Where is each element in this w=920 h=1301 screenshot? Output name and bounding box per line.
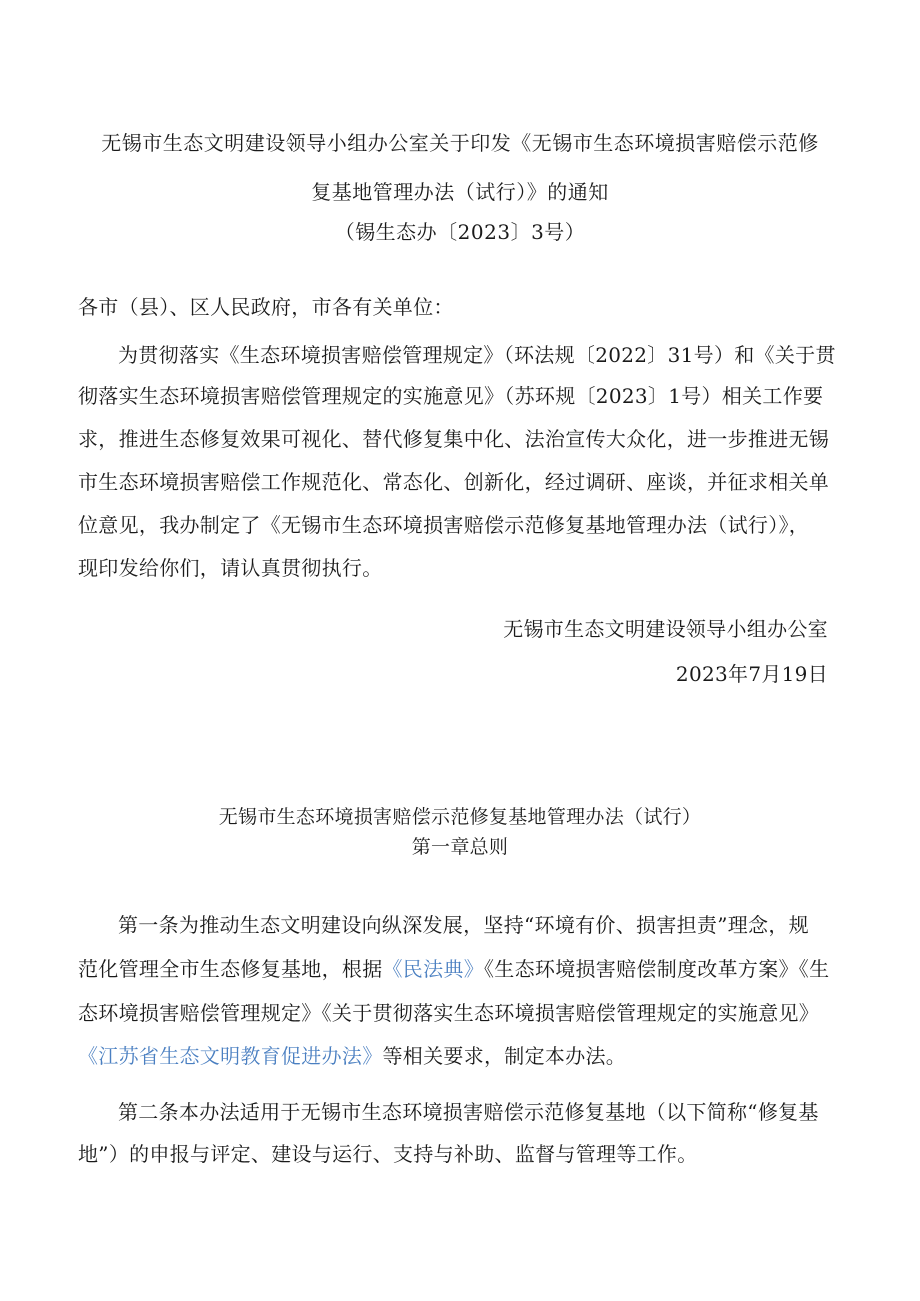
chapter-heading: 第一章总则 bbox=[411, 836, 509, 858]
article-1-text: 等相关要求，制定本办法。 bbox=[382, 1044, 627, 1068]
article-1-text: 范化管理全市生态修复基地，根据 bbox=[78, 957, 383, 981]
issuing-office-signature: 无锡市生态文明建设领导小组办公室 bbox=[503, 617, 828, 641]
jiangsu-eco-education-link[interactable]: 《江苏省生态文明教育促进办法》 bbox=[78, 1044, 383, 1068]
notice-title-line-2: 复基地管理办法（试行）》的通知 bbox=[311, 180, 609, 204]
notice-body-line: 市生态环境损害赔偿工作规范化、常态化、创新化，经过调研、座谈，并征求相关单 bbox=[78, 470, 830, 494]
notice-body-line: 彻落实生态环境损害赔偿管理规定的实施意见》（苏环规〔2023〕1号）相关工作要 bbox=[78, 384, 824, 408]
notice-title-line-1: 无锡市生态文明建设领导小组办公室关于印发《无锡市生态环境损害赔偿示范修 bbox=[101, 131, 819, 155]
salutation: 各市（县）、区人民政府，市各有关单位： bbox=[78, 295, 454, 319]
article-1-line: 第一条为推动生态文明建设向纵深发展，坚持“环境有价、损害担责”理念，规 bbox=[118, 913, 809, 937]
issue-date: 2023年7月19日 bbox=[675, 662, 828, 686]
notice-body-line: 现印发给你们，请认真贯彻执行。 bbox=[78, 556, 383, 580]
civil-code-link[interactable]: 《民法典》 bbox=[382, 957, 484, 981]
document-number: （锡生态办〔2023〕3号） bbox=[334, 220, 586, 244]
measures-title: 无锡市生态环境损害赔偿示范修复基地管理办法（试行） bbox=[218, 806, 702, 828]
notice-body-line: 求，推进生态修复效果可视化、替代修复集中化、法治宣传大众化，进一步推进无锡 bbox=[78, 427, 830, 451]
article-2-line: 第二条本办法适用于无锡市生态环境损害赔偿示范修复基地（以下简称“修复基 bbox=[118, 1100, 819, 1124]
notice-body-line: 为贯彻落实《生态环境损害赔偿管理规定》（环法规〔2022〕31号）和《关于贯 bbox=[118, 343, 836, 367]
notice-body-line: 位意见，我办制定了《无锡市生态环境损害赔偿示范修复基地管理办法（试行）》， bbox=[78, 513, 810, 537]
article-1-line bbox=[78, 953, 838, 982]
article-1-line: 态环境损害赔偿管理规定》《关于贯彻落实生态环境损害赔偿管理规定的实施意见》 bbox=[78, 1001, 820, 1025]
article-2-line: 地”）的申报与评定、建设与运行、支持与补助、监督与管理等工作。 bbox=[78, 1142, 698, 1166]
article-1-line bbox=[78, 1040, 838, 1069]
article-1-text: 《生态环境损害赔偿制度改革方案》《生 bbox=[484, 957, 830, 981]
